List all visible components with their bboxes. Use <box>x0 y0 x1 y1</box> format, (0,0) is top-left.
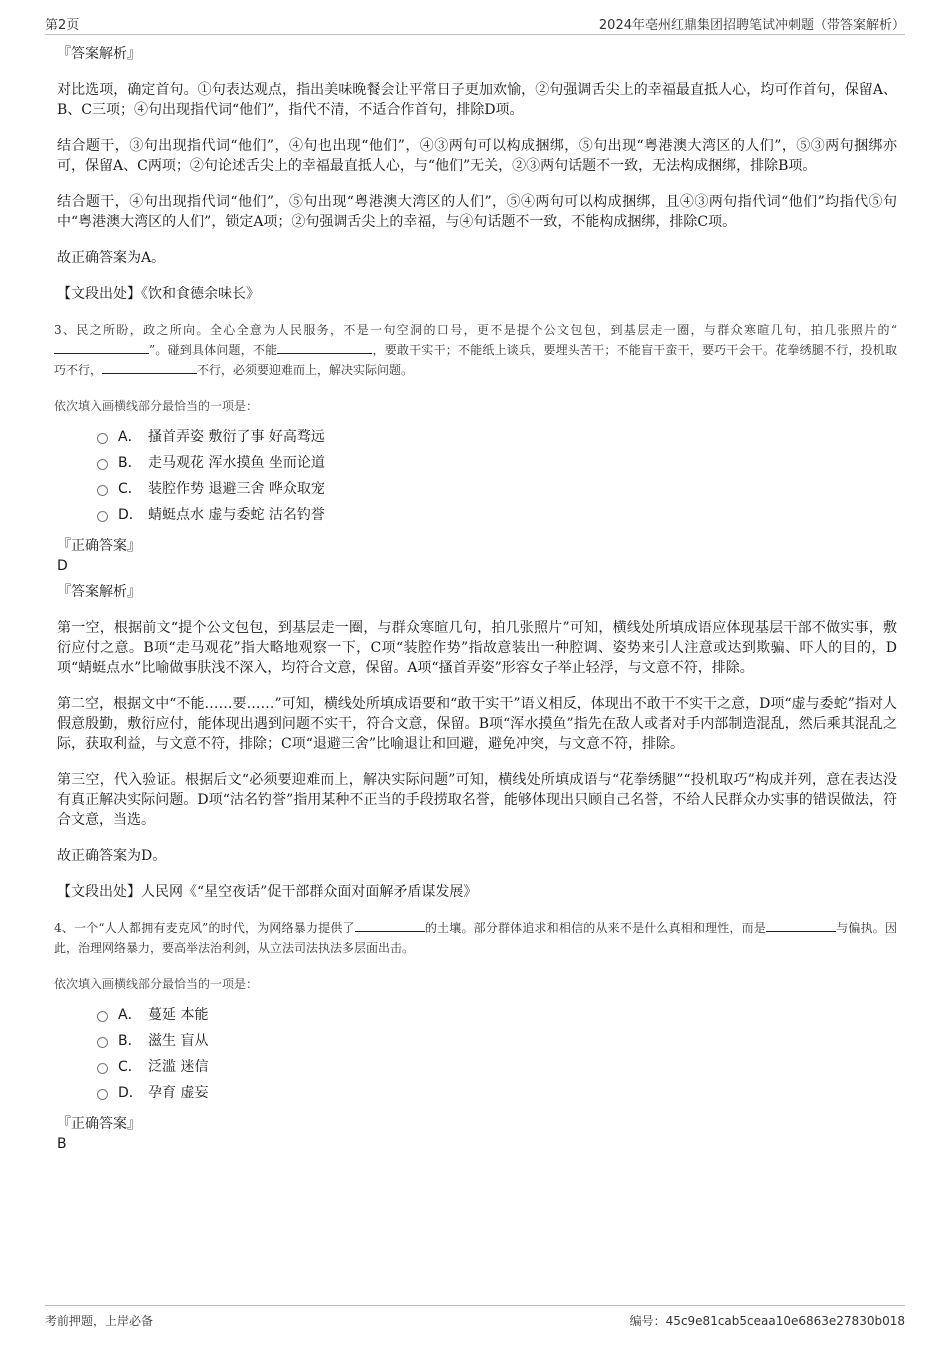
footer-slogan: 考前押题，上岸必备 <box>45 1314 154 1328</box>
page-content <box>54 44 897 1160</box>
option-c[interactable]: C． 泛滥 迷信 <box>97 1054 897 1080</box>
fill-blank <box>54 340 149 354</box>
question-3-stem: 3、民之所盼，政之所向。全心全意为人民服务，不是一句空洞的口号，更不是提个公文包包，到基层走一圈，与群众寒暄几句，拍几张照片的“”。碰到具体问题，不能 ，要敢干实干；不能纸上谈兵，要埋头苦干；不能盲干蛮干，要巧干会干。花拳绣腿不行，投机取巧不行， 不行，必须要迎难而上，解决实际问题。 <box>54 323 897 377</box>
page-footer <box>45 1305 905 1334</box>
correct-answer: B <box>57 1136 67 1152</box>
analysis-paragraph: 第二空，根据文中“不能……要……”可知，横线处所填成语要和“敢干实干”语义相反，体现出不敢干不实干之意，D项“虚与委蛇”指对人假意殷勤，敷衍应付，能体现出遇到问题不实干，符合文意，保留。B项“浑水摸鱼”指先在敌人或者对手内部制造混乱，然后乘其混乱之际，获取利益，与文意不符，排除；C项“退避三舍”比喻退让和回避，避免冲突，与文意不符，排除。 <box>57 696 897 752</box>
analysis-conclusion: 故正确答案为D。 <box>57 848 167 864</box>
fill-blank <box>355 918 425 932</box>
correct-answer: D <box>57 558 68 574</box>
radio-icon[interactable] <box>97 433 108 444</box>
correct-answer-label: 『正确答案』 <box>57 538 141 554</box>
radio-icon[interactable] <box>97 1089 108 1100</box>
option-c[interactable]: C． 装腔作势 退避三舍 哗众取宠 <box>97 476 897 502</box>
option-b[interactable]: B． 滋生 盲从 <box>97 1028 897 1054</box>
radio-icon[interactable] <box>97 459 108 470</box>
document-code: 编号：45c9e81cab5ceaa10e6863e27830b018 <box>629 1314 905 1328</box>
analysis-paragraph: 对比选项，确定首句。①句表达观点，指出美味晚餐会让平常日子更加欢愉，②句强调舌尖上的幸福最直抵人心，均可作首句，保留A、B、C三项；④句出现指代词“他们”，指代不清，不适合作首句，排除D项。 <box>57 82 897 118</box>
document-title: 2024年亳州红鼎集团招聘笔试冲刺题（带答案解析） <box>598 18 905 33</box>
option-b[interactable]: B． 走马观花 浑水摸鱼 坐而论道 <box>97 450 897 476</box>
source-citation: 【文段出处】《饮和食德余味长》 <box>57 286 260 302</box>
analysis-paragraph: 结合题干，④句出现指代词“他们”，⑤句出现“粤港澳大湾区的人们”，⑤④两句可以构成捆绑，且④③两句指代词“他们”均指代⑤句中“粤港澳大湾区的人们”，锁定A项；②句强调舌尖上的幸福，与④句话题不一致，不能构成捆绑，排除C项。 <box>57 194 897 230</box>
fill-blank <box>102 360 197 374</box>
radio-icon[interactable] <box>97 511 108 522</box>
option-d[interactable]: D． 蜻蜓点水 虚与委蛇 沽名钓誉 <box>97 502 897 528</box>
option-d[interactable]: D． 孕育 虚妄 <box>97 1080 897 1106</box>
page-number: 第2页 <box>45 18 80 33</box>
analysis-label: 『答案解析』 <box>57 46 141 62</box>
option-list <box>97 1002 897 1106</box>
analysis-paragraph: 第三空，代入验证。根据后文“必须要迎难而上，解决实际问题”可知，横线处所填成语与“花拳绣腿”“投机取巧”构成并列，意在表达没有真正解决实际问题。D项“沽名钓誉”指用某种不正当的手段捞取名誉，能够体现出只顾自己名誉，不给人民群众办实事的错误做法，符合文意，当选。 <box>57 772 897 828</box>
fill-blank <box>277 340 372 354</box>
radio-icon[interactable] <box>97 1063 108 1074</box>
option-a[interactable]: A． 搔首弄姿 敷衍了事 好高骛远 <box>97 424 897 450</box>
radio-icon[interactable] <box>97 1011 108 1022</box>
correct-answer-label: 『正确答案』 <box>57 1116 141 1132</box>
analysis-conclusion: 故正确答案为A。 <box>57 250 166 266</box>
analysis-paragraph: 第一空，根据前文“提个公文包包，到基层走一圈，与群众寒暄几句，拍几张照片”可知，横线处所填成语应体现基层干部不做实事，敷衍应付之意。B项“走马观花”指大略地观察一下，C项“装腔作势”指故意装出一种腔调、姿势来引人注意或达到欺骗、吓人的目的，D项“蜻蜓点水”比喻做事肤浅不深入，均符合文意，保留。A项“搔首弄姿”形容女子举止轻浮，与文意不符，排除。 <box>57 620 897 676</box>
radio-icon[interactable] <box>97 1037 108 1048</box>
option-list <box>97 424 897 528</box>
source-citation: 【文段出处】人民网《“星空夜话”促干部群众面对面解矛盾谋发展》 <box>57 884 478 900</box>
fill-blank <box>766 918 836 932</box>
page-header <box>45 14 905 35</box>
option-a[interactable]: A． 蔓延 本能 <box>97 1002 897 1028</box>
question-4-stem: 4、一个“人人都拥有麦克风”的时代，为网络暴力提供了 的土壤。部分群体追求和相信的从来不是什么真相和理性，而是 与偏执。因此，治理网络暴力，要高举法治利剑，从立法司法执法多层面出击。 <box>54 918 897 958</box>
analysis-paragraph: 结合题干，③句出现指代词“他们”，④句也出现“他们”，④③两句可以构成捆绑，⑤句出现“粤港澳大湾区的人们”，⑤③两句捆绑亦可，保留A、C两项；②句论述舌尖上的幸福最直抵人心，与“他们”无关，②③两句话题不一致，无法构成捆绑，排除B项。 <box>57 138 897 174</box>
question-instruction: 依次填入画横线部分最恰当的一项是： <box>54 977 259 991</box>
analysis-label: 『答案解析』 <box>57 584 141 600</box>
question-instruction: 依次填入画横线部分最恰当的一项是： <box>54 399 259 413</box>
radio-icon[interactable] <box>97 485 108 496</box>
